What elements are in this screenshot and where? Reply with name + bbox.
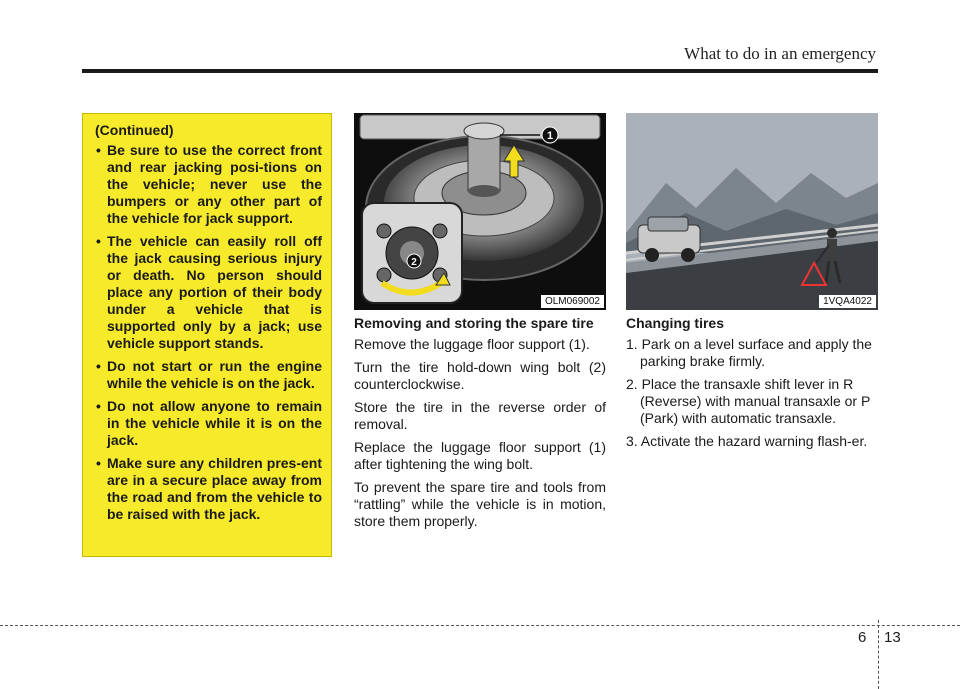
removing-title: Removing and storing the spare tire xyxy=(354,315,594,331)
figure-code: OLM069002 xyxy=(541,295,604,308)
page-number: 13 xyxy=(884,629,901,646)
section-header-title: What to do in an emergency xyxy=(684,44,876,63)
removing-paragraph: Remove the luggage floor support (1). xyxy=(354,336,590,352)
spare-tire-drawing xyxy=(354,113,606,310)
bullet-icon: • xyxy=(96,358,101,374)
warning-item: • Make sure any children pres-ent are in a secure place away from the road and from the vehicle to be raised with the jack. xyxy=(96,455,322,522)
changing-step: 3. Activate the hazard warning flash-er. xyxy=(626,433,868,449)
warning-box xyxy=(82,113,332,557)
bullet-icon: • xyxy=(96,455,101,471)
changing-step: 1. Park on a level surface and apply the parking brake firmly. xyxy=(626,336,872,369)
changing-section xyxy=(626,315,878,456)
warning-item: • The vehicle can easily roll off the jack causing serious injury or death. No person should place any portion of their body under a vehicle that is supported only by a jack; use vehicle support stands. xyxy=(96,233,322,351)
removing-paragraph: Turn the tire hold-down wing bolt (2) counterclockwise. xyxy=(354,359,606,392)
changing-step: 2. Place the transaxle shift lever in R (Reverse) with manual transaxle or P (Park) with automatic transaxle. xyxy=(626,376,871,426)
page-chapter: 6 xyxy=(858,629,867,646)
footer-rule xyxy=(0,625,960,626)
warning-item: • Be sure to use the correct front and rear jacking posi-tions on the vehicle; never use the bumpers or any other part of the vehicle for jack support. xyxy=(96,142,322,226)
removing-paragraph: Replace the luggage floor support (1) after tightening the wing bolt. xyxy=(354,439,606,472)
removing-paragraph: Store the tire in the reverse order of removal. xyxy=(354,399,606,432)
warning-list xyxy=(92,142,322,523)
spare-tire-illustration xyxy=(354,113,606,310)
warning-continued-label: (Continued) xyxy=(95,122,174,138)
changing-title: Changing tires xyxy=(626,315,725,331)
roadside-illustration xyxy=(626,113,878,310)
removing-paragraph: To prevent the spare tire and tools from “rattling” while the vehicle is in motion, store them properly. xyxy=(354,479,606,529)
callout-2-label: 2 xyxy=(411,257,417,268)
removing-section xyxy=(354,315,606,536)
bullet-icon: • xyxy=(96,233,101,249)
bullet-icon: • xyxy=(96,398,101,414)
roadside-drawing xyxy=(626,113,878,310)
header-rule xyxy=(82,69,878,73)
warning-item: • Do not start or run the engine while the vehicle is on the jack. xyxy=(96,358,322,391)
figure-code: 1VQA4022 xyxy=(819,295,876,308)
callout-1-label: 1 xyxy=(546,130,554,142)
warning-item: • Do not allow anyone to remain in the vehicle while it is on the jack. xyxy=(96,398,322,448)
footer-divider xyxy=(878,620,879,689)
bullet-icon: • xyxy=(96,142,101,158)
